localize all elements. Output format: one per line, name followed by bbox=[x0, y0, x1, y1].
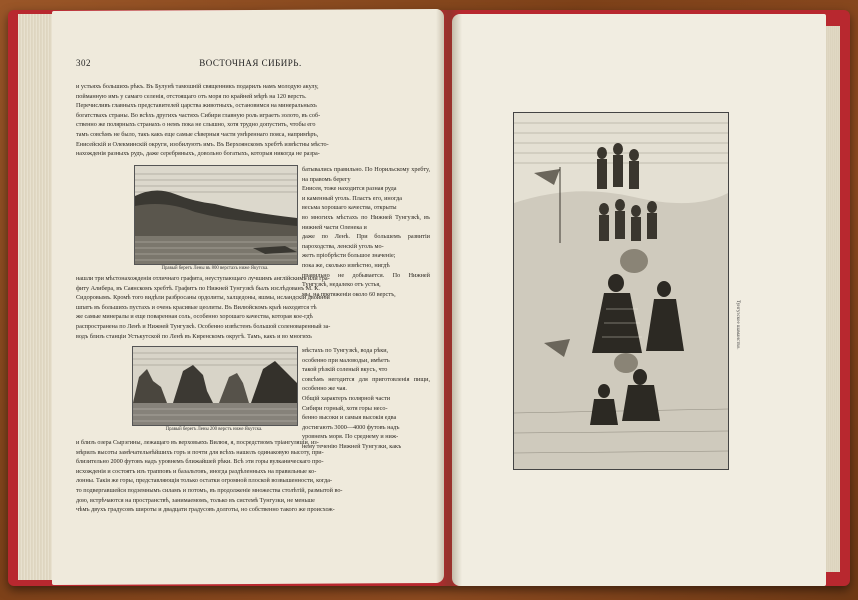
text-block-bottom bbox=[76, 438, 430, 518]
text-block-side-2 bbox=[302, 346, 430, 450]
text-block-top bbox=[76, 82, 430, 162]
text-line: даже по Ленѣ. При большемъ развитіи пароходства, ленскій уголь мо- bbox=[302, 233, 430, 250]
text-line: нахожденія разныхъ рудъ, даже серебряныхъ, довольно богатыхъ, которыя никогда не разра- bbox=[76, 150, 320, 158]
illustration-caption-1: Правый берегъ Лены въ 800 верстахъ ниже Якутска. bbox=[161, 266, 269, 271]
plate-caption: Тунгузское шаманство. bbox=[735, 300, 740, 350]
text-line: же самые минералы и еще поваренная соль, особенно хорошаго качества, которая кое-гдѣ bbox=[76, 313, 313, 321]
engraving-plate-shamanism bbox=[513, 112, 729, 470]
text-line: фиту Алибера, въ Саянскомъ хребтѣ. Графитъ по Нижней Тунгузкѣ былъ изслѣдованъ М. К. bbox=[76, 284, 320, 292]
illustration-river-bank-1 bbox=[134, 165, 298, 265]
text-line: и каменный уголь. Пластъ его, иногда bbox=[302, 194, 402, 202]
text-line: шпатъ въ большихъ пустахъ и очень красивые цеолиты. Въ Вилюйскомъ краѣ находятся тѣ bbox=[76, 303, 317, 311]
text-line: то подвергавшейся подземнымъ силамъ и потомъ, въ продолженіе множества столѣтій, размытой во- bbox=[76, 486, 343, 494]
text-line: бенно высоки и самыя высокія едва bbox=[302, 414, 397, 422]
running-head-spacer bbox=[410, 58, 430, 68]
text-line: нашли три мѣстонахожденія отличнаго графита, неуступающаго лучшимъ англійскимъ или гра- bbox=[76, 275, 330, 282]
text-block-side-1 bbox=[302, 165, 430, 298]
text-line: совсѣмъ негодится для приготовленія пищи, особенно же чая. bbox=[302, 375, 430, 393]
text-line: нему теченію Нижней Тунгузки, какъ bbox=[302, 442, 402, 450]
text-line: Перечисливъ главныхъ представителей царства животныхъ, остановимся на минеральныхъ bbox=[76, 102, 317, 110]
text-line: мѣстахъ по Тунгузкѣ, вода рѣки, bbox=[302, 347, 389, 354]
text-line: тамъ совсѣмъ не было, такъ какъ еще самые сѣверныя части умѣреннаго пояса, напримѣръ, bbox=[76, 130, 319, 138]
text-line: исхожденія и состоятъ изъ трапповъ и базальтовъ, иногда раздѣленныхъ на правильные ко- bbox=[76, 467, 317, 475]
text-line: водъ близъ станціи Устькутской по Ленѣ въ Киренскомъ округѣ. Тамъ, какъ и во многихъ bbox=[76, 332, 312, 340]
text-line: батывались правильно. По Норильскому хребту, на правомъ берегу bbox=[302, 166, 430, 183]
text-line: уровнемъ моря. По среднему и ниж- bbox=[302, 433, 399, 441]
text-line: Енисея, тоже находится разная руда bbox=[302, 185, 397, 193]
text-line: дою, встрѣчаются на пространствѣ, занимаемомъ, только въ системѣ Тунгузки, не меньше bbox=[76, 496, 315, 504]
text-line: Общій характеръ полярной части bbox=[302, 394, 391, 402]
text-line: Сидоровымъ. Кромѣ того видѣли разбросаны ордолиты, халцедоны, яшмы, исландскій двойной bbox=[76, 294, 330, 302]
running-head bbox=[76, 58, 430, 68]
page-number: 302 bbox=[76, 58, 91, 68]
text-line: и близъ озера Сырэгины, лежащаго въ верховьяхъ Вилюя, я, посредствомъ тріангуляціи, из- bbox=[76, 439, 319, 446]
illustration-caption-2: Правый берегъ Лены 200 верстъ ниже Якутска. bbox=[165, 427, 263, 432]
text-line: жетъ пріобрѣсти большое значеніе; bbox=[302, 252, 396, 260]
text-block-middle bbox=[76, 274, 430, 344]
text-line: весьма хорошаго качества, открыты bbox=[302, 204, 397, 212]
text-line: мѣрилъ высоты замѣчательнѣйшихъ горъ и почти для всѣхъ нашелъ одинаковую высоту, при- bbox=[76, 448, 324, 456]
text-line: лонны. Такія же горы, представляющія только остатки огромной плоской возвышенности, когда- bbox=[76, 477, 333, 485]
illustration-river-bank-2 bbox=[132, 346, 298, 426]
text-line: такой рѣзкій соленый вкусъ, что bbox=[302, 366, 388, 374]
book-gutter bbox=[436, 10, 462, 586]
text-line: во многихъ мѣстахъ по Нижней Тунгузкѣ, въ нижней части Оленека и bbox=[302, 213, 430, 231]
text-line: пока же, сколько извѣстно, нигдѣ bbox=[302, 261, 390, 269]
text-line: особенно при маловодьи, имѣетъ bbox=[302, 356, 390, 364]
text-line: распространена по Ленѣ и Нижней Тунгузкѣ. Особенно извѣстенъ большой соленоваренный за- bbox=[76, 322, 331, 330]
text-line: ственно же полярныхъ странахъ о немъ пока не слышно, хотя трудно допустить, чтобы его bbox=[76, 121, 316, 129]
text-line: пойманную имъ у самаго селенія, отстоящаго отъ моря по крайней мѣрѣ на 120 верстъ. bbox=[76, 92, 307, 100]
running-title: ВОСТОЧНАЯ СИБИРЬ. bbox=[199, 58, 302, 68]
text-line: Сибири горный, хотя горы несо- bbox=[302, 404, 388, 412]
text-line: богатствахъ страны. Во всѣхъ другихъ частяхъ Сибири главную роль играетъ золото, въ соб- bbox=[76, 111, 321, 119]
text-line: и устьяхъ большихъ рѣкъ. Въ Булунѣ тамошній священникъ подарилъ намъ молодую акулу, bbox=[76, 83, 319, 90]
text-line: чѣмъ двухъ градусовъ широты и двадцати градусовъ долготы, но собственно такого же происхож- bbox=[76, 506, 335, 514]
text-line: достигаютъ 3000—4000 футовъ надъ bbox=[302, 423, 400, 431]
page-edges-left bbox=[18, 14, 54, 580]
text-line: близительно 2000 футовъ надъ уровнемъ ближайшей рѣки. Всѣ эти горы вулканическаго про- bbox=[76, 458, 324, 466]
text-line: правильно не добывается. По Нижней Тунгузкѣ, недалеко отъ устья, bbox=[302, 271, 430, 289]
text-line: мы, на протяженіи около 60 верстъ, bbox=[302, 290, 396, 298]
text-line: Енисейскій и Олекминскій округи, изобилуютъ имъ. Въ Верхоянскомъ хребтѣ извѣстны мѣсто- bbox=[76, 140, 329, 148]
